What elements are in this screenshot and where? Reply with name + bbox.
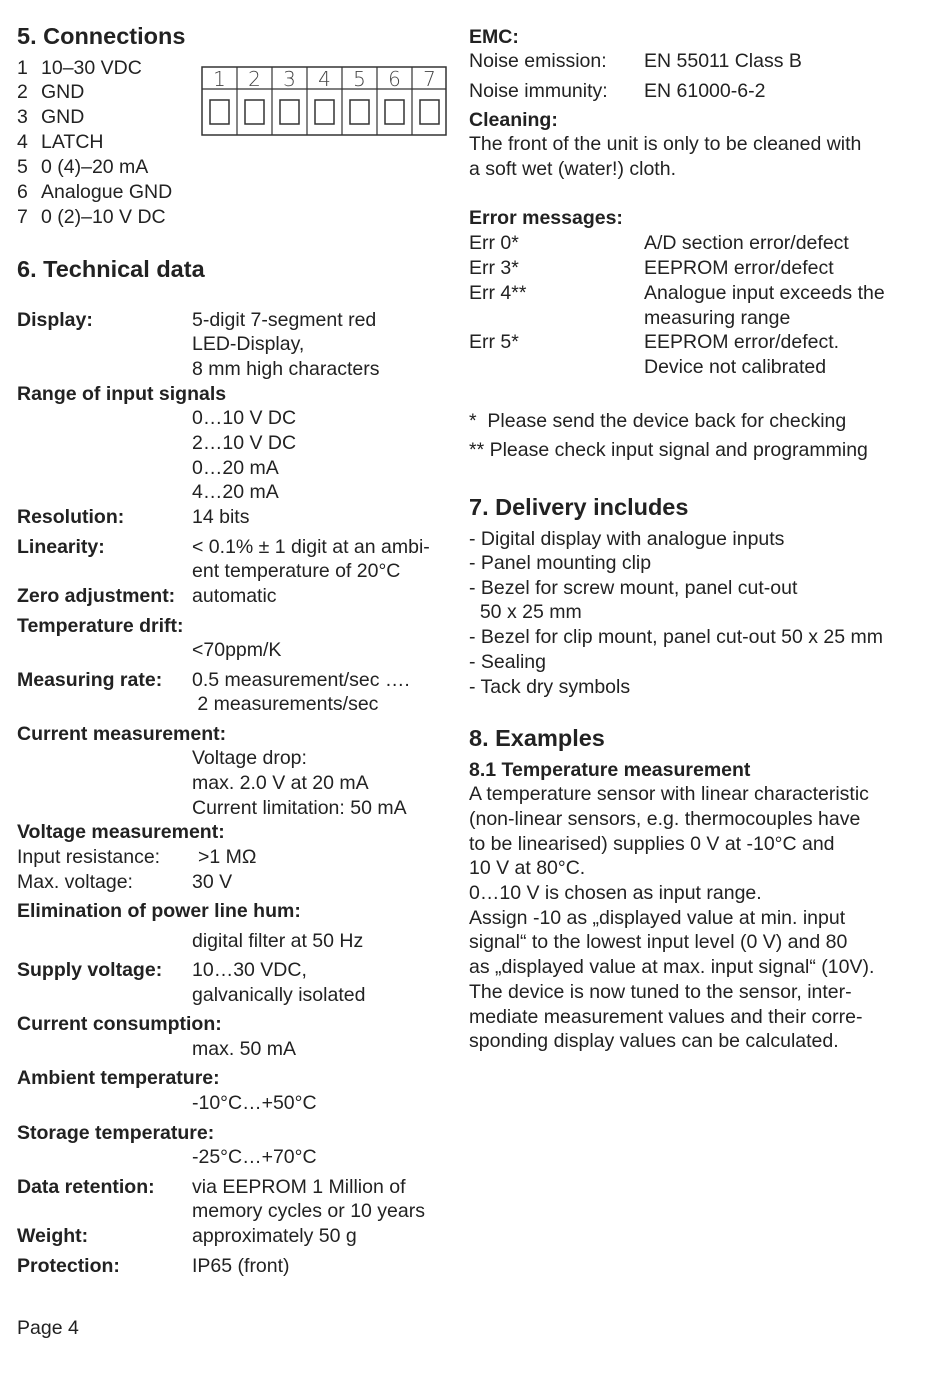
terminal-slot	[280, 100, 299, 124]
examples-heading: 8. Examples	[469, 725, 605, 751]
voltage-label: Voltage measurement:	[17, 821, 225, 843]
error-code: Err 3*	[469, 257, 519, 279]
zero-label: Zero adjustment:	[17, 585, 176, 607]
ambient-value: -10°C…+50°C	[192, 1092, 317, 1114]
max-voltage-value: 30 V	[192, 871, 233, 893]
range-value: 2…10 V DC	[192, 432, 297, 454]
terminal-slot	[245, 100, 264, 124]
error-description: Device not calibrated	[644, 356, 827, 378]
pin-item: 2 GND	[17, 81, 85, 103]
supply-value: 10…30 VDC,	[192, 959, 307, 981]
display-label: Display:	[17, 309, 93, 331]
pin-item: 7 0 (2)–10 V DC	[17, 206, 166, 228]
tech-heading: 6. Technical data	[17, 256, 205, 282]
rate-label: Measuring rate:	[17, 669, 163, 691]
example-text: Assign -10 as „displayed value at min. input	[469, 907, 846, 929]
cleaning-heading: Cleaning:	[469, 109, 558, 131]
terminal-number: 7	[423, 67, 436, 91]
delivery-heading: 7. Delivery includes	[469, 494, 689, 520]
temp-drift-label: Temperature drift:	[17, 615, 184, 637]
display-value: 8 mm high characters	[192, 358, 380, 380]
terminal-number: 4	[318, 67, 331, 91]
linearity-value: ent temperature of 20°C	[192, 560, 401, 582]
current-value: max. 2.0 V at 20 mA	[192, 772, 369, 794]
cleaning-text: a soft wet (water!) cloth.	[469, 158, 676, 180]
linearity-label: Linearity:	[17, 536, 105, 558]
pin-item: 5 0 (4)–20 mA	[17, 156, 149, 178]
example-text: The device is now tuned to the sensor, inter-	[469, 981, 852, 1003]
terminal-block-diagram	[201, 66, 447, 136]
error-description: EEPROM error/defect.	[644, 331, 840, 353]
pin-item: 3 GND	[17, 106, 85, 128]
input-resistance-value: >1 MΩ	[198, 846, 257, 868]
error-description: measuring range	[644, 307, 791, 329]
range-value: 4…20 mA	[192, 481, 279, 503]
current-label: Current measurement:	[17, 723, 227, 745]
retention-value: via EEPROM 1 Million of	[192, 1176, 406, 1198]
rate-value: 2 measurements/sec	[192, 693, 379, 715]
range-label: Range of input signals	[17, 383, 227, 405]
example-text: sponding display values can be calculated.	[469, 1030, 839, 1052]
consumption-value: max. 50 mA	[192, 1038, 297, 1060]
example-text: signal“ to the lowest input level (0 V) and 80	[469, 931, 848, 953]
error-code: Err 4**	[469, 282, 527, 304]
errors-heading: Error messages:	[469, 207, 623, 229]
resolution-value: 14 bits	[192, 506, 250, 528]
delivery-item: 50 x 25 mm	[469, 601, 582, 623]
delivery-item: - Digital display with analogue inputs	[469, 528, 785, 550]
rate-value: 0.5 measurement/sec ….	[192, 669, 410, 691]
noise-emission-label: Noise emission:	[469, 50, 607, 72]
zero-value: automatic	[192, 585, 277, 607]
error-description: A/D section error/defect	[644, 232, 849, 254]
terminal-number: 6	[388, 67, 401, 91]
noise-immunity-value: EN 61000-6-2	[644, 80, 766, 102]
retention-label: Data retention:	[17, 1176, 155, 1198]
temp-drift-value: <70ppm/K	[192, 639, 282, 661]
delivery-item: - Bezel for clip mount, panel cut-out 50 x 25 mm	[469, 626, 884, 648]
protection-label: Protection:	[17, 1255, 120, 1277]
range-value: 0…10 V DC	[192, 407, 297, 429]
display-value: 5-digit 7-segment red	[192, 309, 377, 331]
cleaning-text: The front of the unit is only to be cleaned with	[469, 133, 862, 155]
error-code: Err 5*	[469, 331, 519, 353]
current-value: Voltage drop:	[192, 747, 307, 769]
delivery-item: - Bezel for screw mount, panel cut-out	[469, 577, 798, 599]
supply-value: galvanically isolated	[192, 984, 366, 1006]
retention-value: memory cycles or 10 years	[192, 1200, 425, 1222]
noise-immunity-label: Noise immunity:	[469, 80, 608, 102]
storage-value: -25°C…+70°C	[192, 1146, 317, 1168]
linearity-value: < 0.1% ± 1 digit at an ambi-	[192, 536, 430, 558]
current-value: Current limitation: 50 mA	[192, 797, 407, 819]
page-number: Page 4	[17, 1317, 79, 1339]
pin-item: 6 Analogue GND	[17, 181, 173, 203]
consumption-label: Current consumption:	[17, 1013, 222, 1035]
noise-emission-value: EN 55011 Class B	[644, 50, 802, 72]
terminal-slot	[385, 100, 404, 124]
supply-label: Supply voltage:	[17, 959, 163, 981]
example-text: A temperature sensor with linear characteristic	[469, 783, 869, 805]
error-footnote: ** Please check input signal and programming	[469, 439, 868, 461]
examples-subheading: 8.1 Temperature measurement	[469, 759, 751, 781]
example-text: 10 V at 80°C.	[469, 857, 586, 879]
ambient-label: Ambient temperature:	[17, 1067, 220, 1089]
error-description: EEPROM error/defect	[644, 257, 834, 279]
delivery-item: - Panel mounting clip	[469, 552, 652, 574]
delivery-item: - Tack dry symbols	[469, 676, 631, 698]
example-text: 0…10 V is chosen as input range.	[469, 882, 762, 904]
terminal-number: 5	[353, 67, 366, 91]
error-footnote: * Please send the device back for checking	[469, 410, 847, 432]
display-value: LED-Display,	[192, 333, 305, 355]
weight-label: Weight:	[17, 1225, 89, 1247]
terminal-number: 2	[248, 67, 261, 91]
example-text: mediate measurement values and their corre-	[469, 1006, 863, 1028]
terminal-slot	[420, 100, 439, 124]
example-text: to be linearised) supplies 0 V at -10°C and	[469, 833, 835, 855]
emc-heading: EMC:	[469, 26, 519, 48]
terminal-number: 3	[283, 67, 296, 91]
range-value: 0…20 mA	[192, 457, 279, 479]
max-voltage-label: Max. voltage:	[17, 871, 133, 893]
pin-item: 1 10–30 VDC	[17, 57, 142, 79]
terminal-slot	[210, 100, 229, 124]
error-code: Err 0*	[469, 232, 519, 254]
hum-value: digital filter at 50 Hz	[192, 930, 364, 952]
delivery-item: - Sealing	[469, 651, 546, 673]
terminal-slot	[350, 100, 369, 124]
connections-heading: 5. Connections	[17, 23, 186, 49]
terminal-number: 1	[213, 67, 226, 91]
example-text: as „displayed value at max. input signal“ (10V).	[469, 956, 875, 978]
hum-label: Elimination of power line hum:	[17, 900, 301, 922]
terminal-slot	[315, 100, 334, 124]
weight-value: approximately 50 g	[192, 1225, 357, 1247]
error-description: Analogue input exceeds the	[644, 282, 885, 304]
protection-value: IP65 (front)	[192, 1255, 290, 1277]
storage-label: Storage temperature:	[17, 1122, 215, 1144]
resolution-label: Resolution:	[17, 506, 125, 528]
input-resistance-label: Input resistance:	[17, 846, 161, 868]
example-text: (non-linear sensors, e.g. thermocouples have	[469, 808, 861, 830]
pin-item: 4 LATCH	[17, 131, 104, 153]
